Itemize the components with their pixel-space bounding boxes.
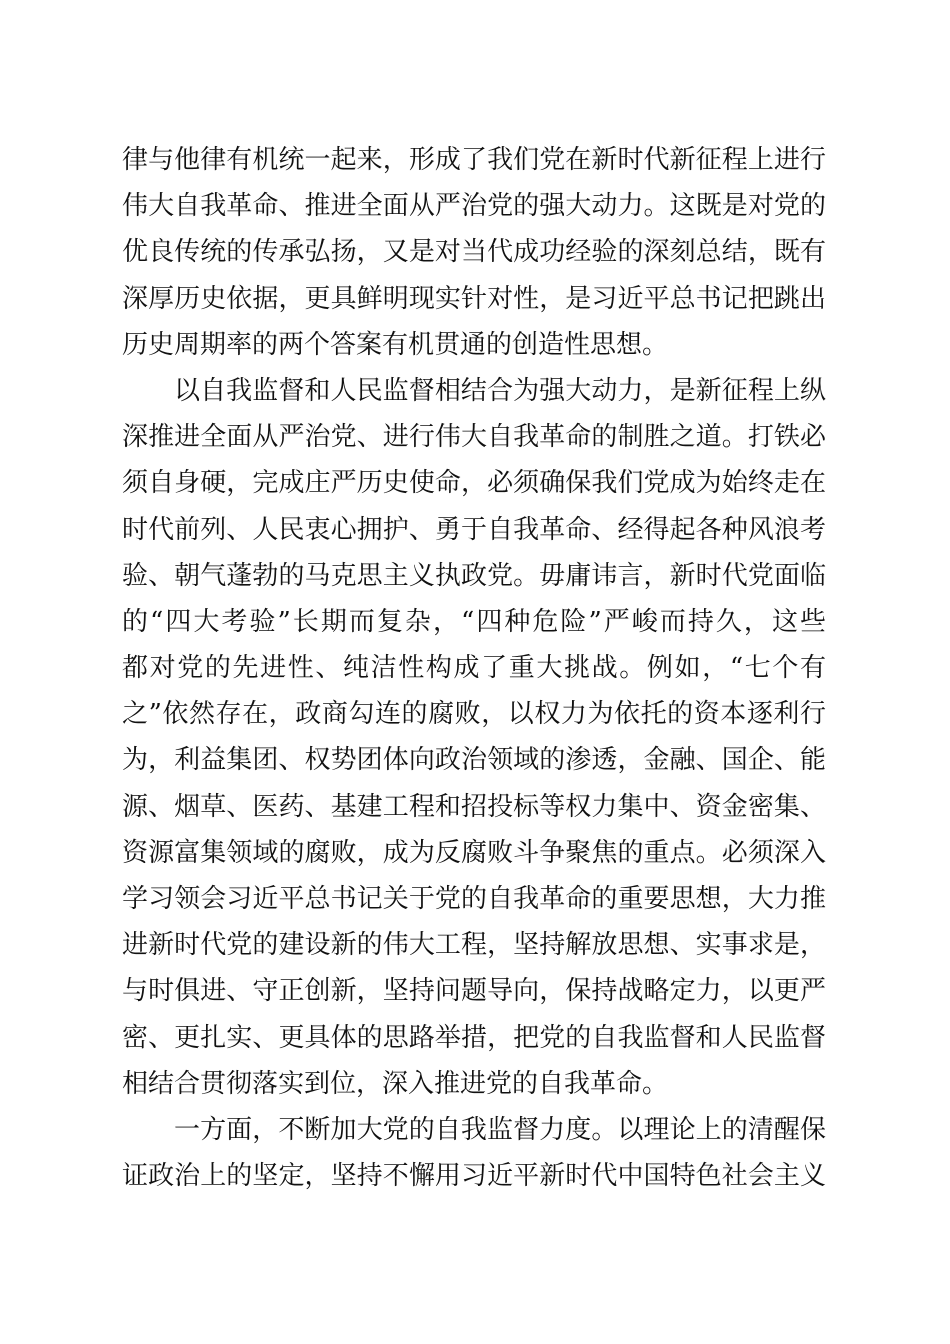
text-line: 为，利益集团、权势团体向政治领域的渗透，金融、国企、能 — [122, 745, 826, 776]
text-line: 深厚历史依据，更具鲜明现实针对性，是习近平总书记把跳出 — [122, 283, 826, 314]
text-line: 与时俱进、守正创新，坚持问题导向，保持战略定力，以更严 — [122, 976, 826, 1007]
text-line: 证政治上的坚定，坚持不懈用习近平新时代中国特色社会主义 — [122, 1161, 826, 1192]
text-line: 都对党的先进性、纯洁性构成了重大挑战。例如，“七个有 — [122, 653, 826, 684]
text-line: 历史周期率的两个答案有机贯通的创造性思想。 — [122, 329, 669, 360]
paragraph-start-line: 一方面，不断加大党的自我监督力度。以理论上的清醒保 — [174, 1114, 826, 1145]
text-line: 相结合贯彻落实到位，深入推进党的自我革命。 — [122, 1068, 669, 1099]
text-line: 优良传统的传承弘扬，又是对当代成功经验的深刻总结，既有 — [122, 237, 826, 268]
text-line: 密、更扎实、更具体的思路举措，把党的自我监督和人民监督 — [122, 1022, 826, 1053]
text-line: 须自身硬，完成庄严历史使命，必须确保我们党成为始终走在 — [122, 468, 826, 499]
text-line: 源、烟草、医药、基建工程和招投标等权力集中、资金密集、 — [122, 791, 826, 822]
text-line: 进新时代党的建设新的伟大工程，坚持解放思想、实事求是， — [122, 930, 826, 961]
text-line: 深推进全面从严治党、进行伟大自我革命的制胜之道。打铁必 — [122, 422, 826, 453]
text-line: 之”依然存在，政商勾连的腐败，以权力为依托的资本逐利行 — [122, 699, 826, 730]
text-line: 律与他律有机统一起来，形成了我们党在新时代新征程上进行 — [122, 145, 826, 175]
text-line: 资源富集领域的腐败，成为反腐败斗争聚焦的重点。必须深入 — [122, 837, 826, 868]
paragraph-start-line: 以自我监督和人民监督相结合为强大动力，是新征程上纵 — [174, 375, 826, 406]
text-line: 学习领会习近平总书记关于党的自我革命的重要思想，大力推 — [122, 884, 826, 914]
text-line: 时代前列、人民衷心拥护、勇于自我革命、经得起各种风浪考 — [122, 514, 826, 545]
text-line: 的“四大考验”长期而复杂，“四种危险”严峻而持久，这些 — [122, 606, 826, 637]
body-text — [122, 137, 826, 1199]
text-line: 伟大自我革命、推进全面从严治党的强大动力。这既是对党的 — [122, 191, 826, 222]
text-line: 验、朝气蓬勃的马克思主义执政党。毋庸讳言，新时代党面临 — [122, 560, 826, 591]
